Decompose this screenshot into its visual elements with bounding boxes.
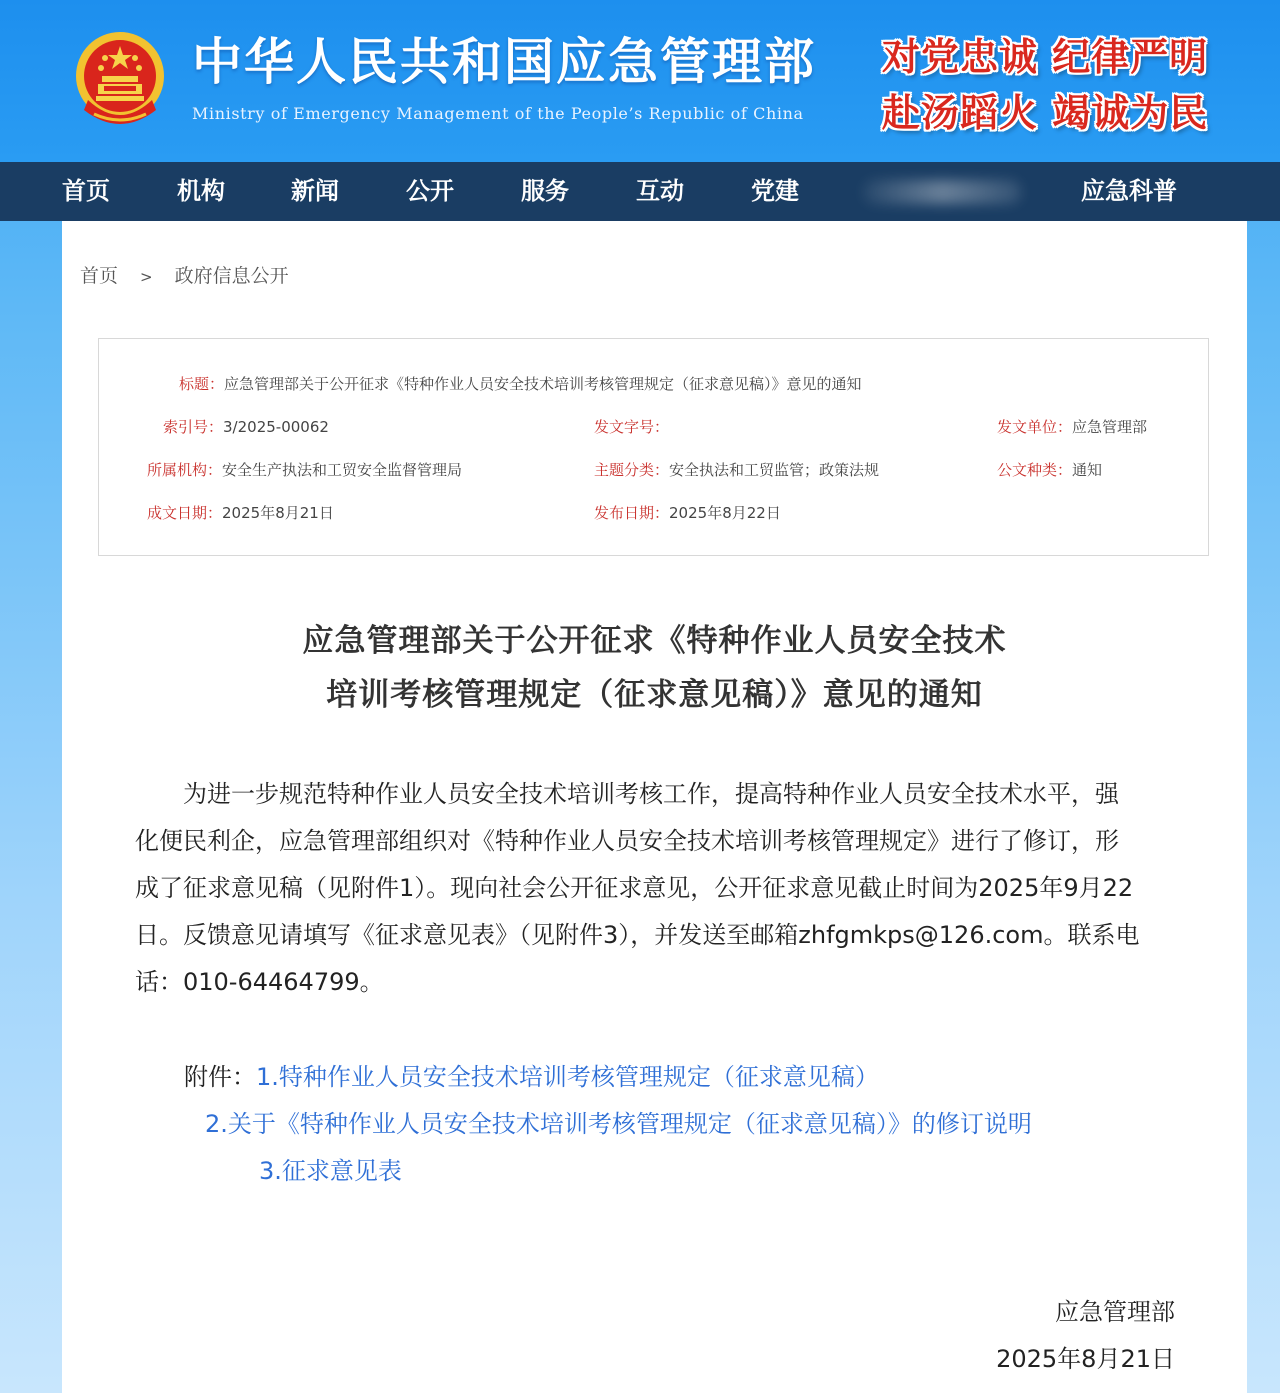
meta-title-label: 标题： [179,375,225,393]
nav-services[interactable]: 服务 [521,177,569,205]
meta-org [147,460,462,480]
attachment-row-1 [184,1054,879,1101]
meta-created-value: 2025年8月21日 [222,504,334,522]
slogan-line-2: 赴汤蹈火 竭诚为民 [882,90,1209,135]
document-metadata-box [98,338,1209,556]
body-paragraph-line: 为进一步规范特种作业人员安全技术培训考核工作，提高特种作业人员安全技术水平，强 [135,780,1119,808]
breadcrumb-separator: > [140,268,153,286]
attachment-link-3[interactable]: 3.征求意见表 [259,1157,402,1185]
meta-issuer [997,417,1147,437]
meta-doc-no-label: 发文字号： [594,418,670,436]
body-paragraph-line: 日。反馈意见请填写《征求意见表》（见附件3），并发送至邮箱zhfgmkps@126.com。联系电 [135,921,1140,949]
body-paragraph-line: 化便民利企，应急管理部组织对《特种作业人员安全技术培训考核管理规定》进行了修订，形 [135,827,1119,855]
nav-open[interactable]: 公开 [406,177,454,205]
meta-published-label: 发布日期： [594,504,670,522]
attachment-link-2[interactable]: 2.关于《特种作业人员安全技术培训考核管理规定（征求意见稿）》的修订说明 [205,1110,1032,1138]
meta-type [997,460,1102,480]
nav-science[interactable]: 应急科普 [1081,177,1177,205]
meta-issuer-label: 发文单位： [997,418,1073,436]
meta-type-value: 通知 [1072,461,1103,479]
meta-issuer-value: 应急管理部 [1072,418,1148,436]
national-emblem-icon [74,30,166,128]
breadcrumb [80,261,289,288]
meta-published-value: 2025年8月22日 [669,504,781,522]
meta-org-label: 所属机构： [147,461,223,479]
meta-created [147,503,334,523]
site-subtitle: Ministry of Emergency Management of the People’s Republic of China [192,104,804,123]
article-title-line-1: 应急管理部关于公开征求《特种作业人员安全技术 [302,623,1007,659]
nav-home[interactable]: 首页 [62,177,110,205]
meta-doc-no [594,417,669,437]
article-title-line-2: 培训考核管理规定（征求意见稿）》意见的通知 [326,677,983,713]
meta-topic-value: 安全执法和工贸监管；政策法规 [669,461,880,479]
breadcrumb-home[interactable]: 首页 [80,265,119,287]
meta-index-label: 索引号： [163,418,224,436]
site-title: 中华人民共和国应急管理部 [192,33,816,91]
meta-topic [594,460,879,480]
attachment-link-1[interactable]: 1.特种作业人员安全技术培训考核管理规定（征求意见稿） [256,1063,879,1091]
signature-issuer: 应急管理部 [1055,1298,1175,1326]
nav-interaction[interactable]: 互动 [636,177,684,205]
signature-date: 2025年8月21日 [996,1345,1175,1373]
nav-party[interactable]: 党建 [751,177,799,205]
nav-organization[interactable]: 机构 [177,177,225,205]
meta-published [594,503,781,523]
meta-title [179,374,862,394]
meta-index [163,417,329,437]
meta-type-label: 公文种类： [997,461,1073,479]
main-nav [0,162,1280,221]
attachments-label: 附件： [184,1063,256,1091]
meta-org-value: 安全生产执法和工贸安全监督管理局 [222,461,463,479]
slogan-line-1: 对党忠诚 纪律严明 [882,34,1209,79]
body-paragraph-line: 成了征求意见稿（见附件1）。现向社会公开征求意见，公开征求意见截止时间为2025年9月22 [135,874,1134,902]
nav-item-blurred[interactable] [862,180,1022,204]
attachment-row-2 [205,1101,1032,1148]
nav-news[interactable]: 新闻 [291,177,339,205]
meta-title-value: 应急管理部关于公开征求《特种作业人员安全技术培训考核管理规定（征求意见稿）》意见的通知 [224,375,862,393]
meta-topic-label: 主题分类： [594,461,670,479]
attachment-row-3 [259,1148,402,1195]
body-paragraph-line: 话：010-64464799。 [135,968,384,996]
site-header [0,0,1280,162]
breadcrumb-current[interactable]: 政府信息公开 [174,265,289,287]
meta-index-value: 3/2025-00062 [223,418,329,436]
meta-created-label: 成文日期： [147,504,223,522]
content-panel [62,221,1247,1393]
